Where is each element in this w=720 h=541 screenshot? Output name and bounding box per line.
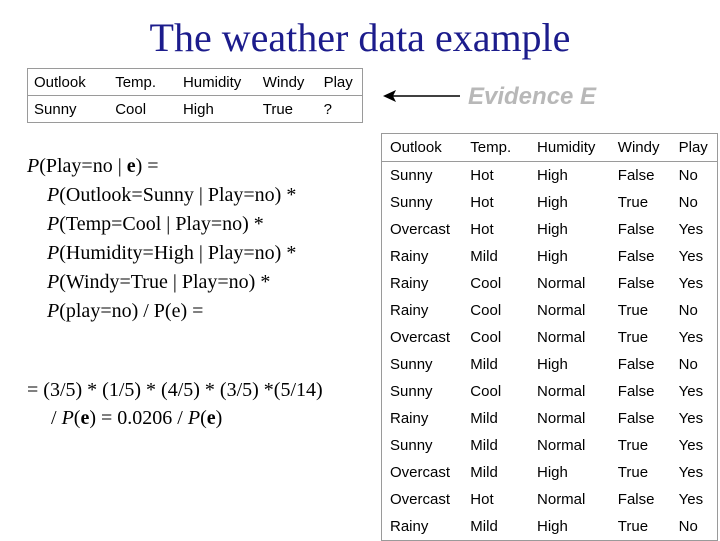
table-cell: Sunny [390,356,433,373]
table-cell: Normal [537,491,586,508]
table-cell: No [678,356,698,373]
table-cell: False [617,221,655,238]
table-cell: Hot [470,194,494,211]
table-cell: Hot [470,491,494,508]
table-cell: False [617,167,655,184]
table-cell: True [617,518,649,535]
table-row [382,351,718,378]
table-cell: False [617,275,655,292]
evidence-cell: ? [323,100,332,118]
table-cell: False [617,356,655,373]
table-cell: Sunny [390,383,433,400]
table-cell: True [617,302,649,319]
evidence-header-cell: Windy [257,69,318,96]
table-cell: High [537,221,568,238]
table-cell: Mild [470,437,498,454]
evidence-table [27,68,363,123]
formula-line: P(Play=no | e) = [27,155,159,177]
table-cell: Rainy [390,410,429,427]
evidence-cell: High [182,100,214,118]
evidence-label: Evidence E [468,83,597,110]
table-cell: False [617,383,655,400]
formula-line: P(Temp=Cool | Play=no) * [47,213,264,235]
table-cell: Yes [678,491,704,508]
weather-header-cell: Windy [610,134,671,162]
table-cell: High [537,248,568,265]
table-cell: Normal [537,329,586,346]
table-row [382,216,718,243]
table-row [382,513,718,541]
table-row [382,432,718,459]
table-cell: True [617,464,649,481]
table-cell: Cool [470,275,502,292]
weather-header-cell: Play [671,134,718,162]
slide-title: The weather data example [149,15,571,60]
table-cell: Overcast [390,464,451,481]
formula-line: P(Humidity=High | Play=no) * [47,242,297,264]
table-row [382,162,718,190]
table-row [382,270,718,297]
table-cell: Overcast [390,329,451,346]
table-cell: Mild [470,248,498,265]
weather-table-body [382,162,718,541]
evidence-cell: Cool [115,100,147,118]
table-cell: High [537,194,568,211]
table-cell: True [617,329,649,346]
evidence-header-cell: Humidity [177,69,257,96]
table-cell: Normal [537,275,586,292]
table-cell: True [617,194,649,211]
table-row [382,486,718,513]
table-cell: Mild [470,518,498,535]
table-cell: Rainy [390,302,429,319]
evidence-row [28,96,363,123]
weather-header-cell: Humidity [529,134,610,162]
table-cell: Cool [470,383,502,400]
table-cell: High [537,167,568,184]
table-cell: False [617,491,655,508]
formula-line: P(Outlook=Sunny | Play=no) * [47,184,297,206]
formula-result [27,376,323,432]
table-cell: Normal [537,437,586,454]
table-cell: Yes [678,410,704,427]
table-cell: Normal [537,410,586,427]
evidence-header-cell: Play [318,69,363,96]
table-row [382,378,718,405]
table-cell: Hot [470,221,494,238]
evidence-header-cell: Temp. [109,69,177,96]
table-cell: Hot [470,167,494,184]
table-cell: Mild [470,356,498,373]
table-row [382,324,718,351]
table-cell: False [617,410,655,427]
table-cell: High [537,464,568,481]
probability-formula [27,152,296,326]
table-cell: Yes [678,437,704,454]
table-cell: High [537,356,568,373]
table-cell: No [678,518,698,535]
weather-data-table [381,133,718,541]
table-cell: Yes [678,329,704,346]
table-cell: Cool [470,329,502,346]
table-row [382,243,718,270]
table-cell: Sunny [390,194,433,211]
table-cell: Mild [470,464,498,481]
table-cell: Normal [537,383,586,400]
left-arrow-icon [382,87,462,105]
evidence-cell: Sunny [34,100,77,118]
table-cell: Mild [470,410,498,427]
table-cell: No [678,167,698,184]
weather-header-row [382,134,718,162]
result-line: / P(e) = 0.0206 / P(e) [51,407,223,429]
weather-header-cell: Temp. [462,134,529,162]
table-cell: Overcast [390,491,451,508]
table-row [382,405,718,432]
evidence-header-row [28,69,363,96]
table-cell: Rainy [390,275,429,292]
formula-line: P(play=no) / P(e) = [47,300,204,322]
weather-header-cell: Outlook [382,134,463,162]
table-cell: Rainy [390,248,429,265]
table-cell: Yes [678,383,704,400]
table-cell: True [617,437,649,454]
table-cell: Cool [470,302,502,319]
table-cell: Rainy [390,518,429,535]
formula-line: P(Windy=True | Play=no) * [47,271,271,293]
table-cell: Yes [678,248,704,265]
evidence-header-cell: Outlook [28,69,110,96]
table-cell: Yes [678,464,704,481]
table-cell: Normal [537,302,586,319]
table-row [382,459,718,486]
table-cell: High [537,518,568,535]
table-cell: No [678,302,698,319]
table-cell: Sunny [390,167,433,184]
table-cell: No [678,194,698,211]
table-cell: Yes [678,221,704,238]
table-cell: False [617,248,655,265]
evidence-cell: True [262,100,294,118]
result-line: = (3/5) * (1/5) * (4/5) * (3/5) *(5/14) [27,379,323,401]
table-cell: Sunny [390,437,433,454]
table-cell: Yes [678,275,704,292]
table-row [382,297,718,324]
table-row [382,189,718,216]
table-cell: Overcast [390,221,451,238]
